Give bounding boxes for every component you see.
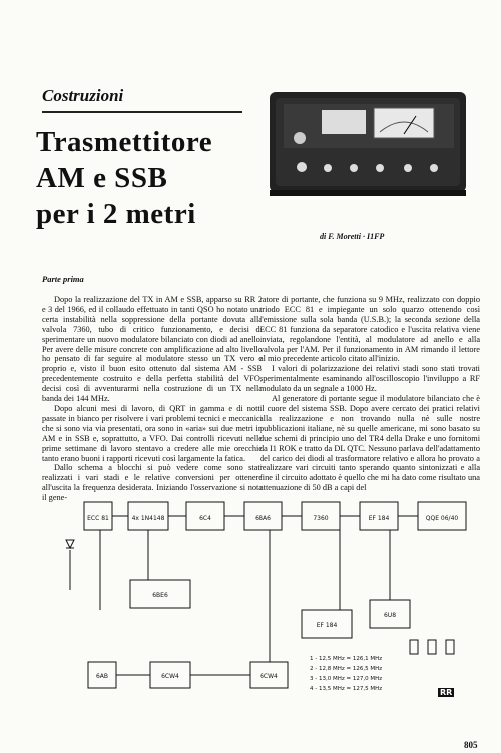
diagram-block-label: 6BE6 (152, 592, 168, 599)
paragraph: ratore di portante, che funziona su 9 MHz, realizzato con doppio triodo ECC 81 e impiegante un solo quarzo ottenendo così l'emissione sulla sola banda (U.S.B.); la seconda sezione della ECC 81 funziona da separatore catodico e l'uscita relativa viene inviata, regolandone l'entità, al modulatore ad anello e alla valvola per l'AM. Per il funzionamento in AM rimando il lettore al mio precedente articolo citato all'inizio. (260, 295, 480, 364)
diagram-block-label: 7360 (313, 515, 329, 522)
article-title (36, 124, 212, 232)
diagram-block-label: 6CW4 (260, 673, 278, 680)
paragraph: Dopo alcuni mesi di lavoro, di QRT in gamma e di notti passate in bianco per risolvere i vari problemi tecnici e meccanici che si sono via via presentati, ora sono in «aria» sui due metri in AM e in SSB e, soprattutto, a VFO. Dai controlli ricevuti nelle prime settimane di lavoro stentavo a credere alle mie orecchie tanto erano buoni i rapporti ricevuti così largamente la fatica. (42, 403, 262, 463)
text-column-right (260, 295, 480, 493)
diagram-block-label: 4x 1N4148 (131, 515, 165, 522)
part-subheading: Parte prima (42, 274, 84, 284)
frequency-row: 3 - 13,0 MHz = 127,0 MHz (310, 676, 383, 682)
transmitter-photo (262, 82, 470, 204)
paragraph: Al generatore di portante segue il modulatore bilanciato che è il cuore del sistema SSB. Dopo avere cercato dei pratici relativi alla realizzazione e non trovando nulla nè sulle nostre pubblicazioni italiane, nè su quelle americane, mi sono basato su due schemi di principio uno del TR4 della Drake e uno fornitomi da I1 ROK e tratto da DL QTC. Nessuno parlava dell'adattamento del carico dei diodi al trasformatore relativo e allora ho provato a realizzare vari circuiti tanto sperando quanto sintonizzati e alla fine il circuito adottato è quello che mi ha dato come risultato una attenuazione di 50 dB a capi del (260, 394, 480, 493)
frequency-row: 2 - 12,8 MHz = 126,5 MHz (310, 666, 383, 672)
diagram-block-label: EF 184 (368, 515, 390, 522)
page-number: 805 (464, 740, 478, 750)
magazine-mark: RR (440, 688, 453, 697)
frequency-row: 1 - 12,5 MHz = 126,1 MHz (310, 656, 383, 662)
author-line: di F. Moretti · I1FP (320, 232, 385, 241)
heading-rule (42, 111, 242, 113)
diagram-block-label: 6U8 (383, 612, 397, 619)
title-line-1: Trasmettitore (36, 126, 213, 158)
title-line-3: per i 2 metri (36, 198, 196, 230)
section-heading: Costruzioni (42, 86, 124, 105)
diagram-block-label: EF 184 (316, 622, 338, 629)
diagram-block-label: 6CW4 (161, 673, 179, 680)
diagram-block-label: 6C4 (199, 515, 211, 522)
paragraph: Dopo la realizzazione del TX in AM e SSB, apparso su RR 2 e 3 del 1966, ed il collaudo effettuato in tanti QSO ho notato una certa instabilità nella soppressione della portante dovuta alla valvola 7360, tubo di critico funzionamento, e decisi di sperimentare un nuovo modulatore bilanciato con diodi ad anello. Per avere delle misure concrete con amplificazione ad alto livello ho pensato di far seguire al modulatore stesso un TX vero e proprio e, visto il buon esito ottenuto dal sistema AM - SSB precedentemente costruito e della perfetta stabilità del VFO, decisi così di avventurarmi nella costruzione di un TX nella banda dei 144 MHz. (42, 295, 262, 404)
diagram-block-label: QQE 06/40 (425, 515, 459, 522)
paragraph: Dallo schema a blocchi si può vedere come sono stati realizzati i vari stadi e le relative conversioni per ottenere all'uscita la frequenza desiderata. Iniziando l'osservazione si nota il gene- (42, 463, 262, 503)
title-line-2: AM e SSB (36, 162, 168, 194)
diagram-block-label: ECC 81 (87, 515, 109, 522)
block-diagram (40, 470, 470, 725)
diagram-block-label: 6AB (95, 673, 109, 680)
frequency-row: 4 - 13,5 MHz = 127,5 MHz (310, 686, 383, 692)
paragraph: I valori di polarizzazione dei relativi stadi sono stati trovati sperimentalmente esaminando all'oscilloscopio l'inviluppo a RF modulato da un segnale a 1000 Hz. (260, 364, 480, 394)
diagram-block-label: 6BA6 (255, 515, 271, 522)
